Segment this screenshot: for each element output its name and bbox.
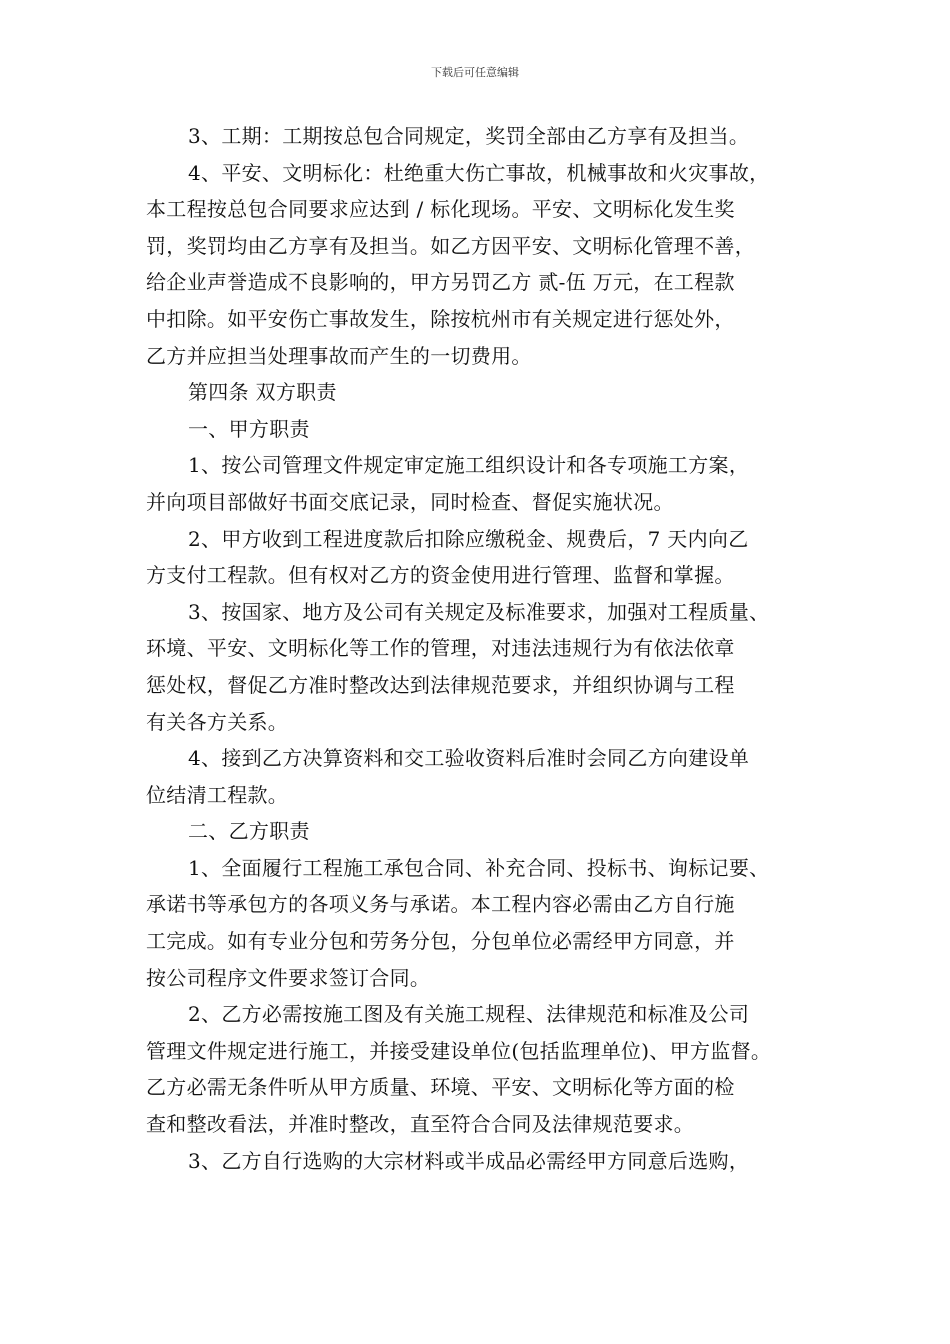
- text-line: 管理文件规定进行施工，并接受建设单位(包括监理单位)、甲方监督。: [146, 1038, 772, 1063]
- text-line: 给企业声誉造成不良影响的，甲方另罚乙方 贰-伍 万元，在工程款: [146, 270, 735, 295]
- text-line: 3、按国家、地方及公司有关规定及标准要求，加强对工程质量、: [188, 599, 770, 624]
- text-line: 环境、平安、文明标化等工作的管理，对违法违规行为有依法依章: [146, 636, 735, 661]
- text-line: 二、乙方职责: [188, 819, 310, 844]
- text-line: 乙方并应担当处理事故而产生的一切费用。: [146, 343, 532, 368]
- text-line: 本工程按总包合同要求应达到 / 标化现场。平安、文明标化发生奖: [146, 197, 735, 222]
- page-header: 下载后可任意编辑: [431, 66, 519, 79]
- text-line: 惩处权，督促乙方准时整改达到法律规范要求，并组织协调与工程: [146, 672, 735, 697]
- text-line: 乙方必需无条件听从甲方质量、环境、平安、文明标化等方面的检: [146, 1075, 735, 1100]
- text-line: 中扣除。如平安伤亡事故发生，除按杭州市有关规定进行惩处外，: [146, 306, 735, 331]
- text-line: 位结清工程款。: [146, 782, 289, 807]
- text-line: 3、乙方自行选购的大宗材料或半成品必需经甲方同意后选购，: [188, 1148, 750, 1173]
- text-line: 承诺书等承包方的各项义务与承诺。本工程内容必需由乙方自行施: [146, 892, 735, 917]
- text-line: 工完成。如有专业分包和劳务分包，分包单位必需经甲方同意，并: [146, 929, 735, 954]
- text-line: 1、全面履行工程施工承包合同、补充合同、投标书、询标记要、: [188, 855, 770, 880]
- text-line: 2、甲方收到工程进度款后扣除应缴税金、规费后，7 天内向乙: [188, 526, 749, 551]
- text-line: 4、接到乙方决算资料和交工验收资料后准时会同乙方向建设单: [188, 746, 750, 771]
- text-line: 查和整改看法，并准时整改，直至符合合同及法律规范要求。: [146, 1112, 695, 1137]
- text-line: 有关各方关系。: [146, 709, 289, 734]
- text-line: 1、按公司管理文件规定审定施工组织设计和各专项施工方案，: [188, 453, 750, 478]
- text-line: 4、平安、文明标化：杜绝重大伤亡事故，机械事故和火灾事故，: [188, 160, 770, 185]
- text-line: 并向项目部做好书面交底记录，同时检查、督促实施状况。: [146, 489, 674, 514]
- text-line: 方支付工程款。但有权对乙方的资金使用进行管理、监督和掌握。: [146, 563, 735, 588]
- text-line: 一、甲方职责: [188, 416, 310, 441]
- document-body: [146, 118, 826, 1179]
- text-line: 2、乙方必需按施工图及有关施工规程、法律规范和标准及公司: [188, 1002, 750, 1027]
- text-line: 罚，奖罚均由乙方享有及担当。如乙方因平安、文明标化管理不善，: [146, 233, 755, 258]
- text-line: 第四条 双方职责: [188, 380, 337, 405]
- text-line: 按公司程序文件要求签订合同。: [146, 965, 431, 990]
- text-line: 3、工期：工期按总包合同规定，奖罚全部由乙方享有及担当。: [188, 124, 750, 148]
